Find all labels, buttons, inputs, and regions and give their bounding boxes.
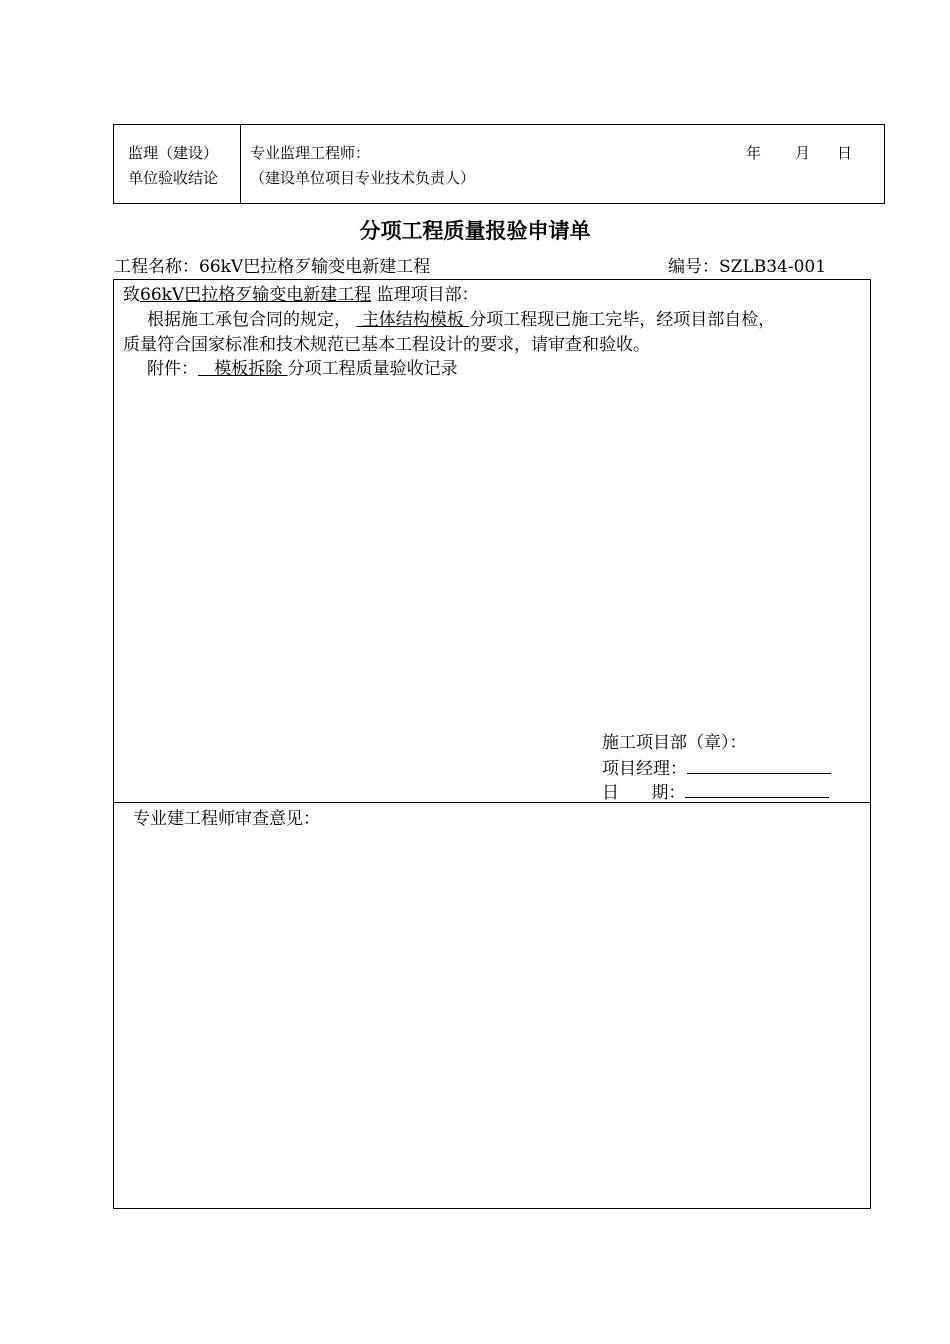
manager-line (602, 756, 831, 781)
page-title: 分项工程质量报验申请单 (359, 218, 591, 243)
year-label: 年 (746, 144, 762, 162)
attachment-line (147, 357, 458, 381)
to-suffix: 监理项目部： (376, 285, 479, 305)
review-label: 专业建工程师审查意见： (133, 809, 320, 829)
paragraph-line1 (147, 308, 775, 332)
application-box (113, 279, 871, 1209)
date-fields (746, 141, 852, 166)
p1-prefix: 根据施工承包合同的规定， (147, 310, 351, 330)
day-label: 日 (837, 144, 853, 162)
paragraph-line2: 质量符合国家标准和技术规范已基本工程设计的要求，请审查和验收。 (123, 335, 650, 355)
project-name: 66kV巴拉格歹输变电新建工程 (199, 257, 431, 277)
unit-label-line2: 单位验收结论 (128, 169, 219, 187)
to-prefix: 致 (123, 285, 140, 305)
month-label: 月 (795, 144, 811, 162)
owner-label: （建设单位项目专业技术负责人） (250, 169, 476, 187)
to-name: 66kV巴拉格歹输变电新建工程 (140, 285, 372, 305)
date-label: 日 期： (602, 783, 686, 803)
unit-label-line1: 监理（建设） (128, 144, 219, 162)
engineer-label: 专业监理工程师： (250, 144, 371, 162)
code-value: SZLB34-001 (719, 257, 827, 277)
date-signature-line (685, 780, 829, 798)
dept-label: 施工项目部（章）： (602, 733, 747, 753)
project-name-label: 工程名称： (114, 257, 199, 277)
attach-item: 模板拆除 (198, 359, 288, 379)
p1-suffix: 分项工程现已施工完毕，经项目部自检， (469, 310, 776, 330)
project-name-line (114, 255, 430, 279)
code-line (668, 255, 826, 279)
manager-label: 项目经理： (602, 759, 687, 779)
p1-item: 主体结构模板 (356, 310, 470, 330)
manager-signature-line (687, 756, 831, 774)
attach-suffix: 分项工程质量验收记录 (287, 359, 458, 379)
conclusion-table (113, 124, 885, 204)
section-divider (114, 802, 870, 803)
addressee-line (123, 283, 479, 307)
attach-label: 附件： (147, 359, 198, 379)
code-label: 编号： (668, 257, 719, 277)
